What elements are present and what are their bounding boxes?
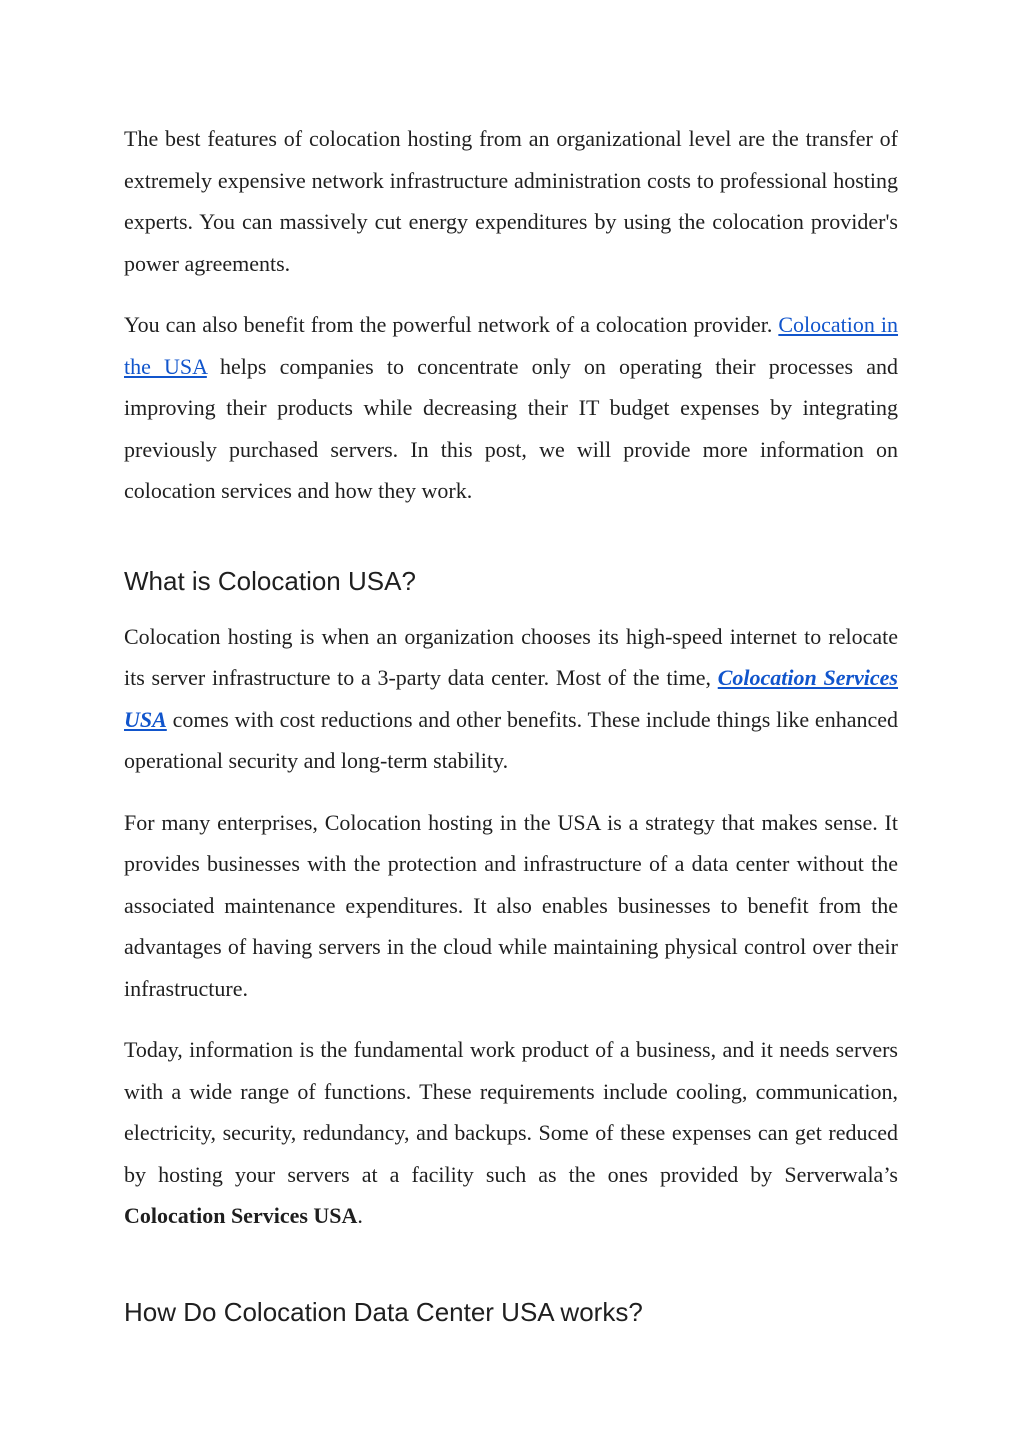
intro-p2-start: You can also benefit from the powerful network of a colocation provider. [124, 312, 779, 337]
section1-p1-start: Colocation hosting is when an organization chooses its high-speed internet to relocate its server infrastructure to a 3-party data center. Most of the time, [124, 623, 898, 690]
colocation-services-usa-bold: Colocation Services USA [124, 1203, 358, 1228]
intro-p2-end: helps companies to concentrate only on operating their processes and improving their products while decreasing their IT budget expenses by integrating previously purchased servers. In this post, we will provide more information on colocation services and how they work. [124, 353, 898, 503]
section1-p2-text: For many enterprises, Colocation hosting in the USA is a strategy that makes sense. It provides businesses with the protection and infrastructure of a data center without the associated maintenance expenditures. It also enables businesses to benefit from the advantages of having servers in the cloud while maintaining physical control over their infrastructure. [124, 809, 898, 1001]
section1-paragraph-1 [124, 616, 898, 782]
section1-p3-start: Today, information is the fundamental work product of a business, and it needs servers with a wide range of functions. These requirements include cooling, communication, electricity, security, redundancy, and backups. Some of these expenses can get reduced by hosting your servers at a facility such as the ones provided by Serverwala’s [124, 1037, 898, 1187]
section1-p1-end: comes with cost reductions and other benefits. These include things like enhanced operational security and long-term stability. [124, 706, 898, 773]
section-heading-how-it-works: How Do Colocation Data Center USA works? [124, 1296, 643, 1327]
intro-paragraph-2 [124, 304, 898, 512]
intro-paragraph-1 [124, 118, 898, 284]
intro-p1-text: The best features of colocation hosting from an organizational level are the transfer of extremely expensive network infrastructure administration costs to professional hosting experts. You can massively cut energy expenditures by using the colocation provider's power agreements. [124, 126, 898, 276]
document-page [124, 118, 898, 1329]
colocation-services-usa-link[interactable]: Colocation Services USA [124, 665, 898, 732]
colocation-in-the-usa-link[interactable]: Colocation in the USA [124, 312, 899, 379]
section1-p3-end: . [357, 1203, 363, 1228]
section1-paragraph-3 [124, 1029, 898, 1237]
section1-paragraph-2 [124, 802, 898, 1010]
section-heading-what-is-colocation: What is Colocation USA? [124, 565, 416, 596]
